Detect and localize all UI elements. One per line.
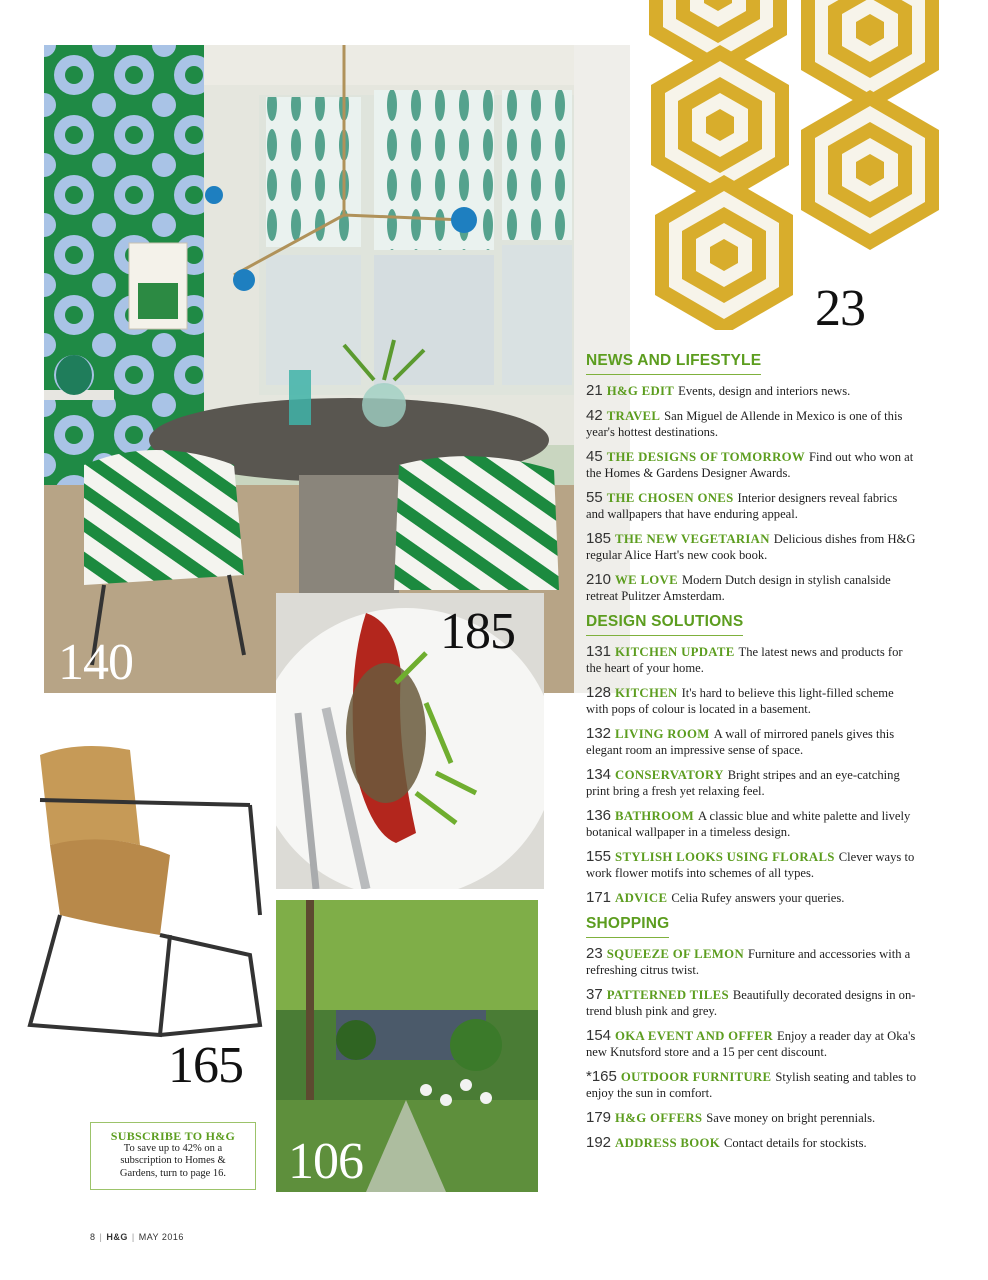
section-heading: NEWS AND LIFESTYLE <box>586 352 761 375</box>
entry-text: Events, design and interiors news. <box>678 384 851 398</box>
entry-text: Celia Rufey answers your queries. <box>671 891 845 905</box>
entry-text: Interior designers reveal fabrics and wallpapers that have enduring appeal. <box>586 491 898 521</box>
contents-entry[interactable] <box>586 408 916 440</box>
contents-entry[interactable] <box>586 490 916 522</box>
entry-title: THE NEW VEGETARIAN <box>615 532 770 546</box>
contents-entry[interactable] <box>586 726 916 758</box>
entry-page: 132 <box>586 725 612 742</box>
entry-text: Clever ways to work flower motifs into schemes of all types. <box>586 850 915 880</box>
entry-title: H&G EDIT <box>606 384 675 398</box>
entry-title: BATHROOM <box>615 809 694 823</box>
entry-page: 179 <box>586 1109 612 1126</box>
entry-page: 131 <box>586 643 612 660</box>
entry-title: ADDRESS BOOK <box>615 1136 720 1150</box>
footer-brand: H&G <box>106 1232 128 1242</box>
contents-entry[interactable] <box>586 531 916 563</box>
entry-title: ADVICE <box>615 891 668 905</box>
entry-text: It's hard to believe this light-filled scheme with pops of colour is located in a basement. <box>586 686 894 716</box>
entry-page: 21 <box>586 382 603 399</box>
contents-entry[interactable] <box>586 767 916 799</box>
contents-entry[interactable] <box>586 685 916 717</box>
entry-text: Find out who won at the Homes & Gardens Designer Awards. <box>586 450 914 480</box>
subscribe-line: subscription to Homes & <box>120 1155 226 1166</box>
entry-title: H&G OFFERS <box>615 1111 703 1125</box>
entry-text: San Miguel de Allende in Mexico is one of this year's hottest destinations. <box>586 409 903 439</box>
subscribe-box[interactable] <box>90 1122 256 1190</box>
page-number-165: 165 <box>168 1037 243 1094</box>
page-number-23: 23 <box>815 280 865 337</box>
contents-entry[interactable] <box>586 1028 916 1060</box>
contents-column <box>586 352 916 1160</box>
entry-text: Enjoy a reader day at Oka's new Knutsford store and a 15 per cent discount. <box>586 1029 916 1059</box>
entry-text: Contact details for stockists. <box>723 1136 867 1150</box>
entry-title: OKA EVENT AND OFFER <box>615 1029 774 1043</box>
contents-entry[interactable] <box>586 987 916 1019</box>
entry-text: Save money on bright perennials. <box>706 1111 876 1125</box>
entry-title: LIVING ROOM <box>615 727 710 741</box>
entry-text: The latest news and products for the heart of your home. <box>586 645 903 675</box>
entry-text: Furniture and accessories with a refreshing citrus twist. <box>586 947 911 977</box>
entry-title: STYLISH LOOKS USING FLORALS <box>615 850 835 864</box>
entry-title: THE CHOSEN ONES <box>606 491 734 505</box>
entry-title: CONSERVATORY <box>615 768 724 782</box>
contents-entry[interactable] <box>586 890 916 906</box>
contents-entry[interactable] <box>586 383 916 399</box>
entry-page: 154 <box>586 1027 612 1044</box>
footer-issue: MAY 2016 <box>138 1232 184 1242</box>
entry-text: Modern Dutch design in stylish canalside retreat Pulitzer Amsterdam. <box>586 573 891 603</box>
contents-entry[interactable] <box>586 849 916 881</box>
entry-page: 185 <box>586 530 612 547</box>
entry-page: 134 <box>586 766 612 783</box>
entry-page: 23 <box>586 945 603 962</box>
entry-title: KITCHEN UPDATE <box>615 645 735 659</box>
entry-text: Bright stripes and an eye-catching print bring a fresh yet relaxing feel. <box>586 768 900 798</box>
page-number-185: 185 <box>440 603 515 660</box>
entry-title: KITCHEN <box>615 686 678 700</box>
entry-page: 192 <box>586 1134 612 1151</box>
page-footer <box>90 1232 184 1242</box>
entry-page: 128 <box>586 684 612 701</box>
entry-title: TRAVEL <box>606 409 661 423</box>
entry-title: PATTERNED TILES <box>606 988 729 1002</box>
entry-text: Stylish seating and tables to enjoy the sun in comfort. <box>586 1070 916 1100</box>
entry-title: OUTDOOR FURNITURE <box>620 1070 772 1084</box>
entry-page: 210 <box>586 571 612 588</box>
entry-page: 136 <box>586 807 612 824</box>
footer-page-number: 8 <box>90 1232 96 1242</box>
contents-entry[interactable] <box>586 572 916 604</box>
footer-separator: | <box>99 1232 103 1242</box>
entry-text: Beautifully decorated designs in on-trend blush pink and grey. <box>586 988 916 1018</box>
contents-entry[interactable] <box>586 644 916 676</box>
contents-entry[interactable] <box>586 946 916 978</box>
contents-entry[interactable] <box>586 1110 916 1126</box>
entry-title: SQUEEZE OF LEMON <box>606 947 744 961</box>
entry-page: 42 <box>586 407 603 424</box>
section-heading: DESIGN SOLUTIONS <box>586 613 743 636</box>
contents-entry[interactable] <box>586 449 916 481</box>
entry-text: A classic blue and white palette and lively botanical wallpaper in a timeless design. <box>586 809 911 839</box>
entry-page: 171 <box>586 889 612 906</box>
subscribe-line: To save up to 42% on a <box>123 1142 223 1154</box>
subscribe-title: SUBSCRIBE TO H&G <box>110 1129 236 1143</box>
hexagon-tiles-photo <box>648 0 948 330</box>
footer-separator: | <box>131 1232 135 1242</box>
entry-page: 37 <box>586 986 603 1003</box>
entry-text: Delicious dishes from H&G regular Alice Hart's new cook book. <box>586 532 916 562</box>
entry-title: WE LOVE <box>615 573 678 587</box>
entry-title: THE DESIGNS OF TOMORROW <box>606 450 805 464</box>
entry-page: 45 <box>586 448 603 465</box>
contents-entry[interactable] <box>586 808 916 840</box>
section-design-solutions <box>586 613 916 906</box>
section-heading: SHOPPING <box>586 915 669 938</box>
section-shopping <box>586 915 916 1151</box>
contents-entry[interactable] <box>586 1069 916 1101</box>
entry-page: *165 <box>586 1068 617 1085</box>
entry-text: A wall of mirrored panels gives this elegant room an impressive sense of space. <box>586 727 895 757</box>
entry-page: 155 <box>586 848 612 865</box>
contents-entry[interactable] <box>586 1135 916 1151</box>
outdoor-chair-photo <box>20 735 268 1070</box>
entry-page: 55 <box>586 489 603 506</box>
section-news-and-lifestyle <box>586 352 916 604</box>
subscribe-line: Gardens, turn to page 16. <box>119 1167 227 1179</box>
page-number-106: 106 <box>288 1133 363 1190</box>
page-number-140: 140 <box>58 634 133 691</box>
